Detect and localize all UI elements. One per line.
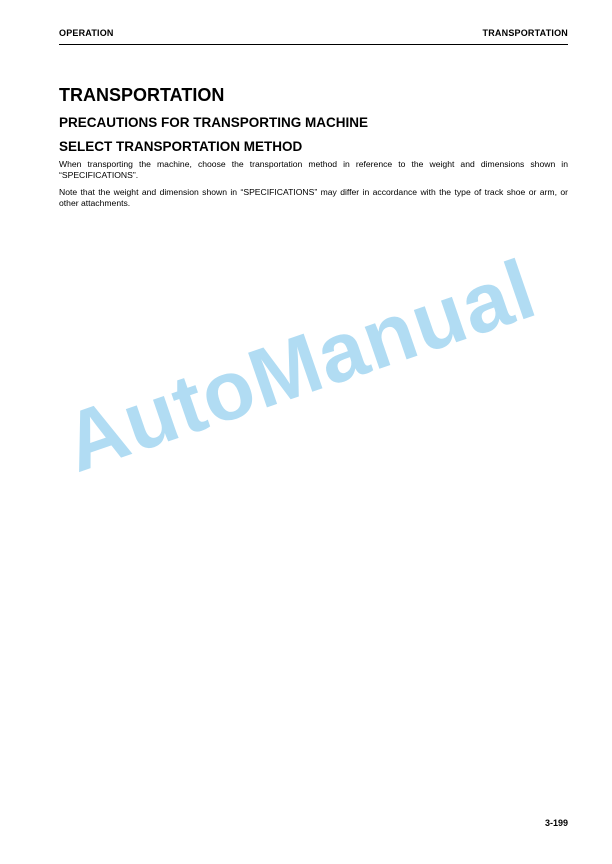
page-title: TRANSPORTATION bbox=[59, 85, 225, 105]
body-paragraph: Note that the weight and dimension shown in “SPECIFICATIONS” may differ in accordance with the type of track shoe or arm, or other attachments. bbox=[59, 187, 568, 208]
header-section-label: OPERATION bbox=[59, 28, 114, 38]
header-divider bbox=[59, 44, 568, 45]
page-number: 3-199 bbox=[544, 818, 568, 828]
watermark-logo: AutoManual bbox=[52, 241, 547, 490]
section-title: PRECAUTIONS FOR TRANSPORTING MACHINE bbox=[59, 115, 369, 130]
page-header bbox=[59, 28, 568, 42]
subsection-title: SELECT TRANSPORTATION METHOD bbox=[59, 139, 303, 154]
header-chapter-label: TRANSPORTATION bbox=[482, 28, 568, 38]
page-content bbox=[59, 84, 568, 209]
body-paragraph: When transporting the machine, choose the transportation method in reference to the weight and dimensions shown in “SPECIFICATIONS”. bbox=[59, 159, 568, 180]
